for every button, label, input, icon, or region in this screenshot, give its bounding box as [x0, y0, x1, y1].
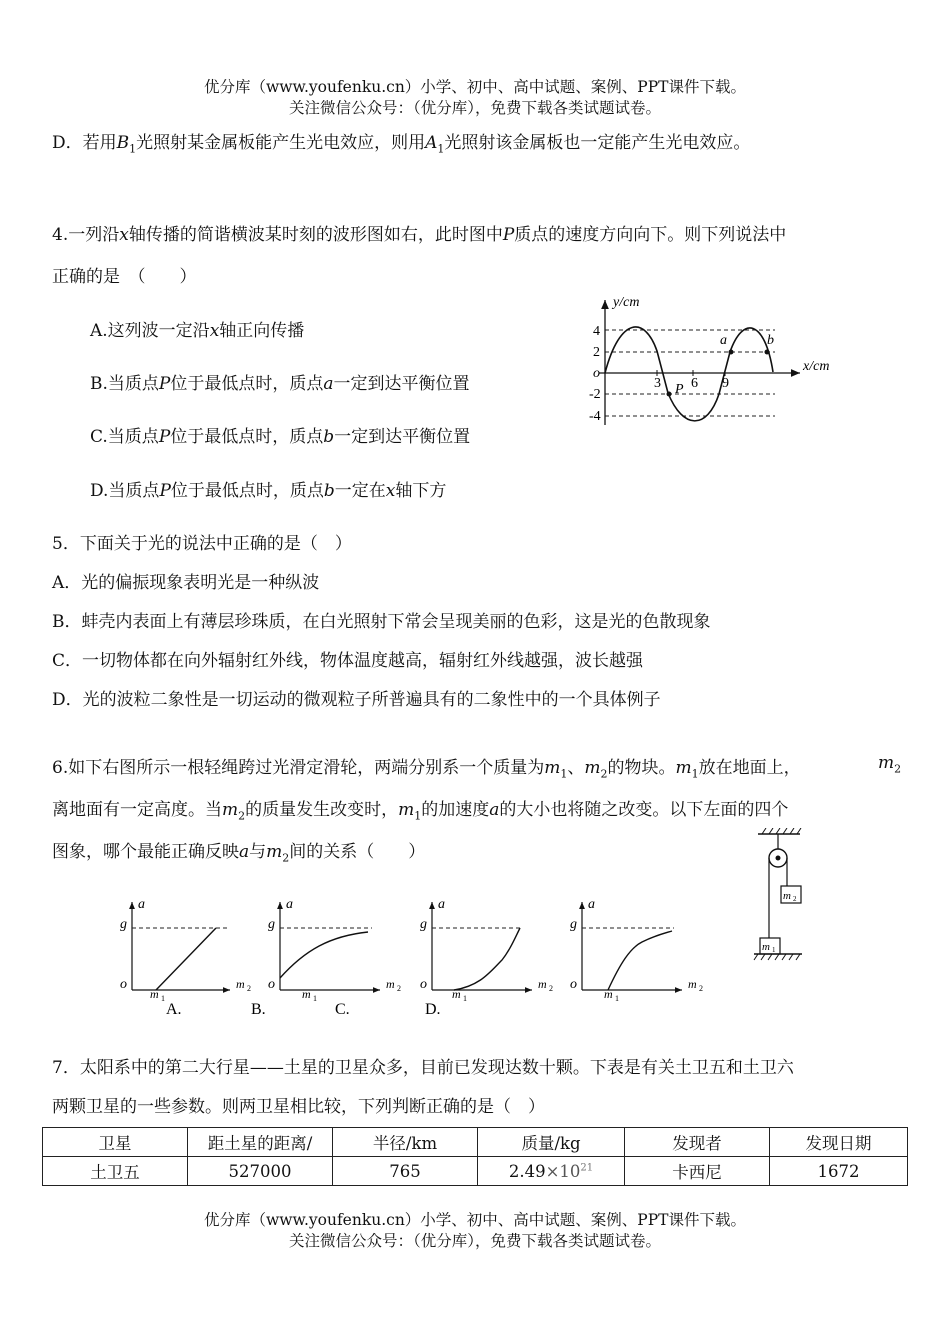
q4b-p: P	[158, 374, 171, 394]
graph-b-g: g	[268, 917, 275, 932]
q4b-v: a	[323, 374, 334, 394]
q4-option-d	[90, 476, 446, 501]
point-a-label: a	[720, 333, 727, 348]
td-distance: 527000	[188, 1157, 333, 1186]
graph-b-m1-sub: 1	[313, 994, 317, 1003]
header-line-1: 优分库（www.youfenku.cn）小学、初中、高中试题、案例、PPT课件下载。	[203, 78, 747, 96]
graph-a-m1: m	[150, 987, 159, 1001]
header-line-2: 关注微信公众号：（优分库），免费下载各类试题试卷。	[288, 99, 661, 117]
q4-stem-line-1	[52, 220, 786, 245]
graph-b-m2: m	[386, 977, 395, 991]
graph-d-m2: m	[688, 977, 697, 991]
point-b-label: b	[767, 333, 774, 348]
q6-s1-b: 1	[691, 767, 699, 781]
q5-stem: 5．下面关于光的说法中正确的是（ ）	[52, 534, 352, 554]
td-name: 土卫五	[43, 1157, 188, 1186]
td-discoverer: 卡西尼	[625, 1157, 770, 1186]
q6-m-6: m	[398, 800, 415, 820]
graph-c-g: g	[420, 917, 427, 932]
wave-graph	[585, 290, 845, 440]
q6-l2a: 离地面有一定高度。当	[52, 800, 222, 820]
graph-c-m1-sub: 1	[463, 994, 467, 1003]
q6-m-1: m	[544, 758, 561, 778]
q6-l1b: 的物块。	[607, 758, 676, 778]
q4-option-b	[90, 369, 470, 394]
point-a-dot	[729, 350, 734, 355]
q6-l1c: 放在地面上，	[698, 758, 801, 778]
y-tick-m2: -2	[589, 387, 601, 402]
graph-c-o: o	[420, 977, 427, 992]
q7-stem-line-1: 7．太阳系中的第二大行星——土星的卫星众多，目前已发现达数十颗。下表是有关土卫五和土卫六	[52, 1058, 794, 1078]
ceiling-hatch	[762, 828, 801, 834]
q3d-end: 光照射该金属板也一定能产生光电效应。	[444, 133, 751, 153]
q6-a: a	[489, 800, 500, 820]
y-axis-label: y/cm	[613, 295, 640, 310]
q5-option-d: D．光的波粒二象性是一切运动的微观粒子所普遍具有的二象性中的一个具体例子	[52, 690, 661, 710]
graph-c-m1: m	[452, 987, 461, 1001]
q3d-prefix: D．若用	[52, 133, 117, 153]
q4c-text-3: 一定到达平衡位置	[334, 427, 471, 447]
graph-c-m2: m	[538, 977, 547, 991]
th-distance: 距土星的距离/	[188, 1128, 333, 1157]
q4a-text-1: A.这列波一定沿	[90, 321, 210, 341]
q4-p: P	[502, 225, 515, 245]
q4b-text-1: B.当质点	[90, 374, 159, 394]
block-m2-sub: 2	[793, 895, 797, 903]
q3d-a: A	[425, 133, 438, 153]
q4c-text-1: C.当质点	[90, 427, 159, 447]
q5-option-b: B．蚌壳内表面上有薄层珍珠质，在白光照射下常会呈现美丽的色彩，这是光的色散现象	[52, 612, 711, 632]
q4-l1b: 轴传播的简谐横波某时刻的波形图如右，此时图中	[128, 225, 503, 245]
q5-option-a: A．光的偏振现象表明光是一种纵波	[52, 573, 320, 593]
q4-stem-line-2: 正确的是 （ ）	[52, 267, 197, 287]
graph-c-ylabel: a	[438, 897, 445, 912]
q6-s2-a: 2	[600, 767, 608, 781]
q4c-text-2: 位于最低点时，质点	[170, 427, 324, 447]
q6-l1a: 6.如下右图所示一根轻绳跨过光滑定滑轮，两端分别系一个质量为	[52, 758, 545, 778]
q4d-text-3: 一定在	[334, 481, 386, 501]
pulley-diagram	[748, 828, 808, 970]
graph-c	[420, 897, 553, 1003]
q3-option-d	[52, 128, 750, 155]
q6-m-7: m	[266, 842, 283, 862]
q6-m2-end	[878, 753, 901, 775]
y-tick-2: 2	[593, 345, 600, 360]
q4a-x: x	[209, 321, 220, 341]
y-tick-m4: -4	[589, 409, 601, 424]
graph-d-m1: m	[604, 987, 613, 1001]
q6-l2d: 的大小也将随之改变。以下左面的四个	[499, 800, 789, 820]
q6-m-5: m	[222, 800, 239, 820]
q4-option-c	[90, 422, 470, 447]
x-axis-label: x/cm	[803, 359, 830, 374]
point-p-dot	[667, 392, 672, 397]
origin-label: o	[593, 366, 600, 381]
q6-l2b: 的质量发生改变时，	[245, 800, 399, 820]
graph-a-m2: m	[236, 977, 245, 991]
graph-b-ylabel: a	[286, 897, 293, 912]
q6-stem-line-2	[52, 795, 788, 822]
wave-curve	[605, 327, 773, 421]
graph-d-ylabel: a	[588, 897, 595, 912]
graph-a-o: o	[120, 977, 127, 992]
q4d-text-4: 轴下方	[395, 481, 447, 501]
q7-stem-line-2: 两颗卫星的一些参数。则两卫星相比较，下列判断正确的是（ ）	[52, 1097, 545, 1117]
block-m2-label: m	[783, 890, 791, 902]
block-m1-sub: 1	[772, 946, 776, 954]
graph-a	[120, 897, 251, 1003]
q4d-text-2: 位于最低点时，质点	[170, 481, 324, 501]
q6-l3c: 间的关系（ ）	[289, 842, 426, 862]
option-label-b: B.	[251, 1001, 266, 1018]
q6-s2-c: 2	[238, 809, 246, 823]
graph-a-m1-sub: 1	[161, 994, 165, 1003]
graph-b-m2-sub: 2	[397, 984, 401, 993]
graph-b-o: o	[268, 977, 275, 992]
q6-sep: 、	[567, 758, 585, 778]
q4c-p: P	[158, 427, 171, 447]
q6-m-4: m	[878, 753, 895, 773]
x-label-6: 6	[691, 376, 698, 391]
mass-exp: 21	[580, 1162, 594, 1173]
graph-a-g: g	[120, 917, 127, 932]
td-mass	[478, 1157, 625, 1186]
td-radius: 765	[333, 1157, 478, 1186]
q4d-p: P	[159, 481, 171, 501]
q6-l3b: 与	[249, 842, 267, 862]
th-mass: 质量/kg	[478, 1128, 625, 1157]
q4b-text-2: 位于最低点时，质点	[170, 374, 324, 394]
q4d-text-1: D.当质点	[90, 481, 160, 501]
q4b-text-3: 一定到达平衡位置	[333, 374, 470, 394]
q6-m-3: m	[675, 758, 692, 778]
mass-base: 2.49	[508, 1161, 546, 1181]
q6-s1-a: 1	[560, 767, 568, 781]
q4a-text-2: 轴正向传播	[219, 321, 305, 341]
footer-line-1: 优分库（www.youfenku.cn）小学、初中、高中试题、案例、PPT课件下载。	[203, 1211, 747, 1229]
q6-stem-line-1	[52, 753, 801, 780]
q3d-sub2: 1	[437, 142, 445, 156]
graph-d-m2-sub: 2	[699, 984, 703, 993]
point-b-dot	[765, 350, 770, 355]
block-m1-label: m	[762, 941, 770, 953]
q6-s2-b: 2	[894, 762, 902, 776]
q6-s1-c: 1	[414, 809, 422, 823]
table-row	[43, 1157, 908, 1186]
x-label-9: 9	[722, 376, 729, 391]
graph-c-m2-sub: 2	[549, 984, 553, 993]
q6-s2-d: 2	[282, 851, 290, 865]
q4d-v: b	[323, 481, 335, 501]
q6-graphs	[110, 890, 720, 1020]
pulley-axle	[776, 856, 781, 861]
x-label-3: 3	[654, 376, 661, 391]
q3d-sub1: 1	[129, 142, 137, 156]
q4-option-a	[90, 316, 304, 341]
table-header-row	[43, 1128, 908, 1157]
th-satellite: 卫星	[43, 1128, 188, 1157]
td-date: 1672	[770, 1157, 908, 1186]
q3d-mid: 光照射某金属板能产生光电效应，则用	[136, 133, 426, 153]
mass-times: ×10	[545, 1161, 581, 1181]
graph-b	[268, 897, 401, 1003]
q6-m-2: m	[584, 758, 601, 778]
q4-l1c: 质点的速度方向向下。则下列说法中	[514, 225, 787, 245]
graph-d-g: g	[570, 917, 577, 932]
q6-a-2: a	[239, 842, 250, 862]
ground-hatch	[754, 954, 800, 960]
satellite-table	[42, 1127, 908, 1186]
graph-d	[570, 897, 703, 1003]
option-label-d: D.	[425, 1001, 441, 1018]
q5-option-c: C．一切物体都在向外辐射红外线，物体温度越高，辐射红外线越强，波长越强	[52, 651, 644, 671]
graph-d-m1-sub: 1	[615, 994, 619, 1003]
q4-x: x	[119, 225, 129, 245]
q6-l3a: 图象，哪个最能正确反映	[52, 842, 239, 862]
q4d-x: x	[385, 481, 396, 501]
option-label-c: C.	[335, 1001, 350, 1018]
q3d-b: B	[116, 133, 130, 153]
q4-l1a: 4.一列沿	[52, 225, 120, 245]
point-p-label: P	[675, 382, 684, 397]
option-label-a: A.	[166, 1001, 182, 1018]
th-date: 发现日期	[770, 1128, 908, 1157]
graph-d-o: o	[570, 977, 577, 992]
q4c-v: b	[323, 427, 335, 447]
q6-l2c: 的加速度	[421, 800, 490, 820]
q6-stem-line-3	[52, 837, 425, 864]
th-discoverer: 发现者	[625, 1128, 770, 1157]
y-tick-4: 4	[593, 324, 600, 339]
graph-b-m1: m	[302, 987, 311, 1001]
th-radius: 半径/km	[333, 1128, 478, 1157]
footer-line-2: 关注微信公众号：（优分库），免费下载各类试题试卷。	[288, 1232, 661, 1250]
graph-a-m2-sub: 2	[247, 984, 251, 993]
graph-a-ylabel: a	[138, 897, 145, 912]
